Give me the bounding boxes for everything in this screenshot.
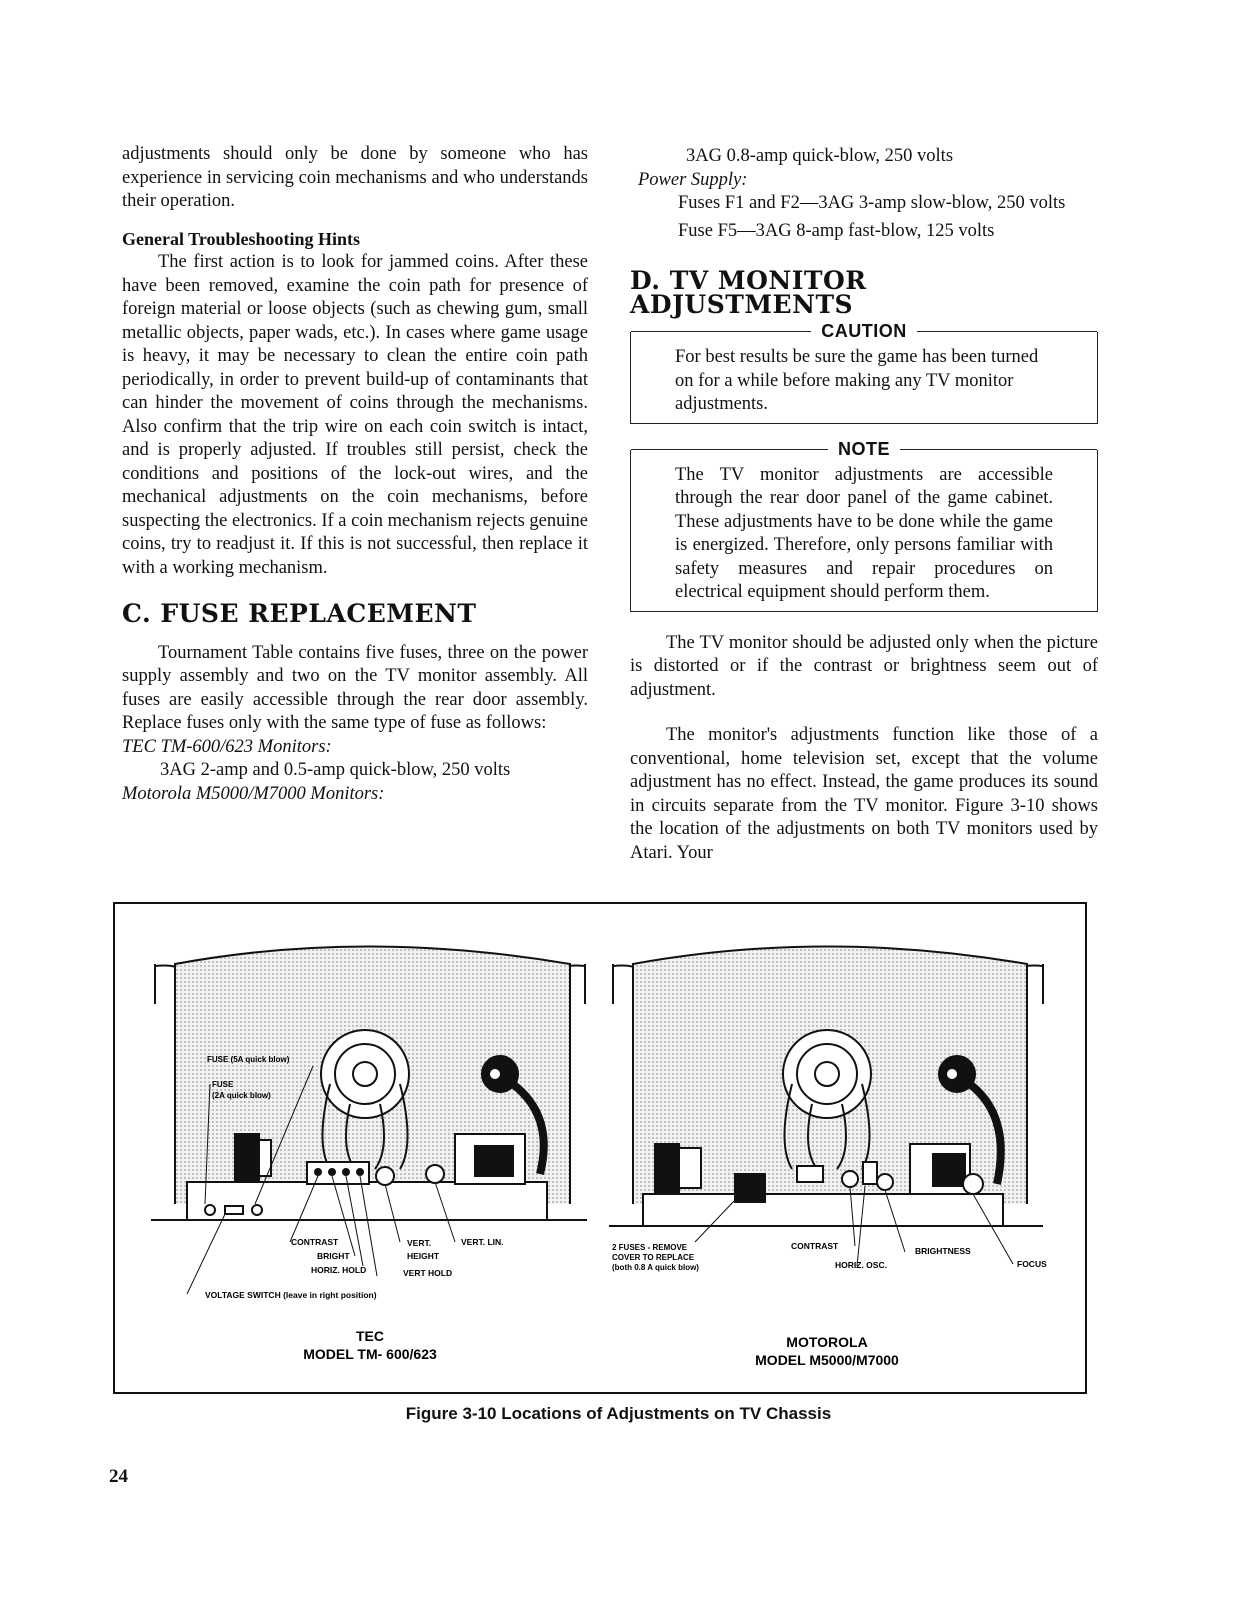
right-column [630, 145, 1098, 865]
tec-vert-lin-label: VERT. LIN. [461, 1237, 504, 1247]
tec-fuse-5a-label: FUSE (5A quick blow) [207, 1055, 290, 1064]
fuse-f5-spec: Fuse F5—3AG 8-amp fast-blow, 125 volts [678, 220, 995, 241]
tec-monitor-label: TEC TM-600/623 Monitors: [122, 736, 332, 757]
motorola-model-line2: MODEL M5000/M7000 [755, 1352, 899, 1368]
figure-3-10 [113, 902, 1087, 1394]
tec-model-line2: MODEL TM- 600/623 [303, 1346, 437, 1362]
tec-bright-label: BRIGHT [317, 1251, 350, 1261]
left-column [122, 143, 588, 806]
note-title: NOTE [838, 438, 891, 459]
motorola-chassis-drawing [609, 947, 1043, 1227]
note-box [630, 438, 1098, 612]
troubleshooting-heading: General Troubleshooting Hints [122, 228, 361, 249]
section-d-heading: D. TV MONITOR ADJUSTMENTS [630, 266, 867, 319]
tv-chassis-diagram [115, 904, 1085, 1392]
fuse-intro-paragraph: Tournament Table contains five fuses, three on the power supply assembly and two on the TV monitor assembly. All fuses are easily accessible through the rear door assembly. Replace fuses only with the same type of fuse as follows: [122, 642, 588, 733]
figure-caption: Figure 3-10 Locations of Adjustments on TV Chassis [405, 1404, 832, 1423]
tec-fuse-2a-label: FUSE [212, 1080, 234, 1089]
tec-horiz-hold-label: HORIZ. HOLD [311, 1265, 367, 1275]
motorola-fuse-spec: 3AG 0.8-amp quick-blow, 250 volts [686, 146, 954, 166]
section-c-heading: C. FUSE REPLACEMENT [122, 599, 477, 628]
fuses-f1-f2-spec: Fuses F1 and F2—3AG 3-amp slow-blow, 250 volts [678, 193, 1066, 213]
motorola-brightness-label: BRIGHTNESS [915, 1246, 971, 1256]
monitor-paragraph-2: The monitor's adjustments function like those of a conventional, home television set, except that the volume adjustment has no effect. Instead, the game produces its sound in circuits separate from the TV monitor. Figure 3-10 shows the location of the adjustments on both TV monitors used by Atari. Your [630, 725, 1098, 863]
motorola-fuses-label: 2 FUSES - REMOVE [612, 1243, 688, 1252]
motorola-contrast-label: CONTRAST [791, 1241, 839, 1251]
power-supply-label: Power Supply: [638, 169, 748, 190]
troubleshooting-paragraph: The first action is to look for jammed coins. After these have been removed, examine the coin path for presence of foreign material or loose objects (such as chewing gum, small metallic objects, paper wads, etc.). In cases where game usage is heavy, it may be necessary to clean the entire coin path periodically, in order to prevent build-up of contaminants that can hinder the movement of coins through the mechanisms. Also confirm that the trip wire on each coin switch is intact, and is properly adjusted. If troubles still persist, check the conditions and positions of the lock-out wires, and the mechanical adjustments on the coin mechanisms, before suspecting the electronics. If a coin mechanism rejects genuine coins, try to readjust it. If this is not successful, then replace it with a working mechanism. [122, 252, 588, 578]
motorola-fuses-cover: COVER TO REPLACE [612, 1253, 695, 1262]
caution-text: For best results be sure the game has been turned on for a while before making any TV monitor adjustments. [675, 347, 1039, 414]
tec-model-line1: TEC [356, 1328, 384, 1344]
tec-fuse-spec: 3AG 2-amp and 0.5-amp quick-blow, 250 volts [160, 760, 511, 780]
motorola-horiz-osc-label: HORIZ. OSC. [835, 1260, 887, 1270]
intro-paragraph: adjustments should only be done by someone who has experience in servicing coin mechanisms and who understands their operation. [122, 144, 588, 211]
note-text: The TV monitor adjustments are accessible through the rear door panel of the game cabinet. These adjustments have to be done while the game is energized. Therefore, only persons familiar with safety measures and repair procedures on electrical equipment should perform them. [675, 464, 1053, 602]
tec-vert-label: VERT. [407, 1238, 432, 1248]
tec-height-label: HEIGHT [407, 1251, 440, 1261]
tec-vert-hold-label: VERT HOLD [403, 1268, 453, 1278]
motorola-model-line1: MOTOROLA [786, 1334, 868, 1350]
motorola-focus-label: FOCUS [1017, 1259, 1047, 1269]
tec-voltage-switch-label: VOLTAGE SWITCH (leave in right position) [205, 1290, 377, 1300]
tec-contrast-label: CONTRAST [291, 1237, 339, 1247]
caution-title: CAUTION [821, 321, 907, 341]
monitor-paragraph-1: The TV monitor should be adjusted only when the picture is distorted or if the contrast or brightness seem out of adjustment. [630, 632, 1098, 700]
tec-fuse-2a-rating: (2A quick blow) [212, 1091, 271, 1100]
motorola-fuses-rating: (both 0.8 A quick blow) [612, 1263, 699, 1272]
page-number: 24 [109, 1466, 128, 1487]
caution-box [630, 321, 1098, 424]
motorola-monitor-label: Motorola M5000/M7000 Monitors: [122, 783, 385, 804]
